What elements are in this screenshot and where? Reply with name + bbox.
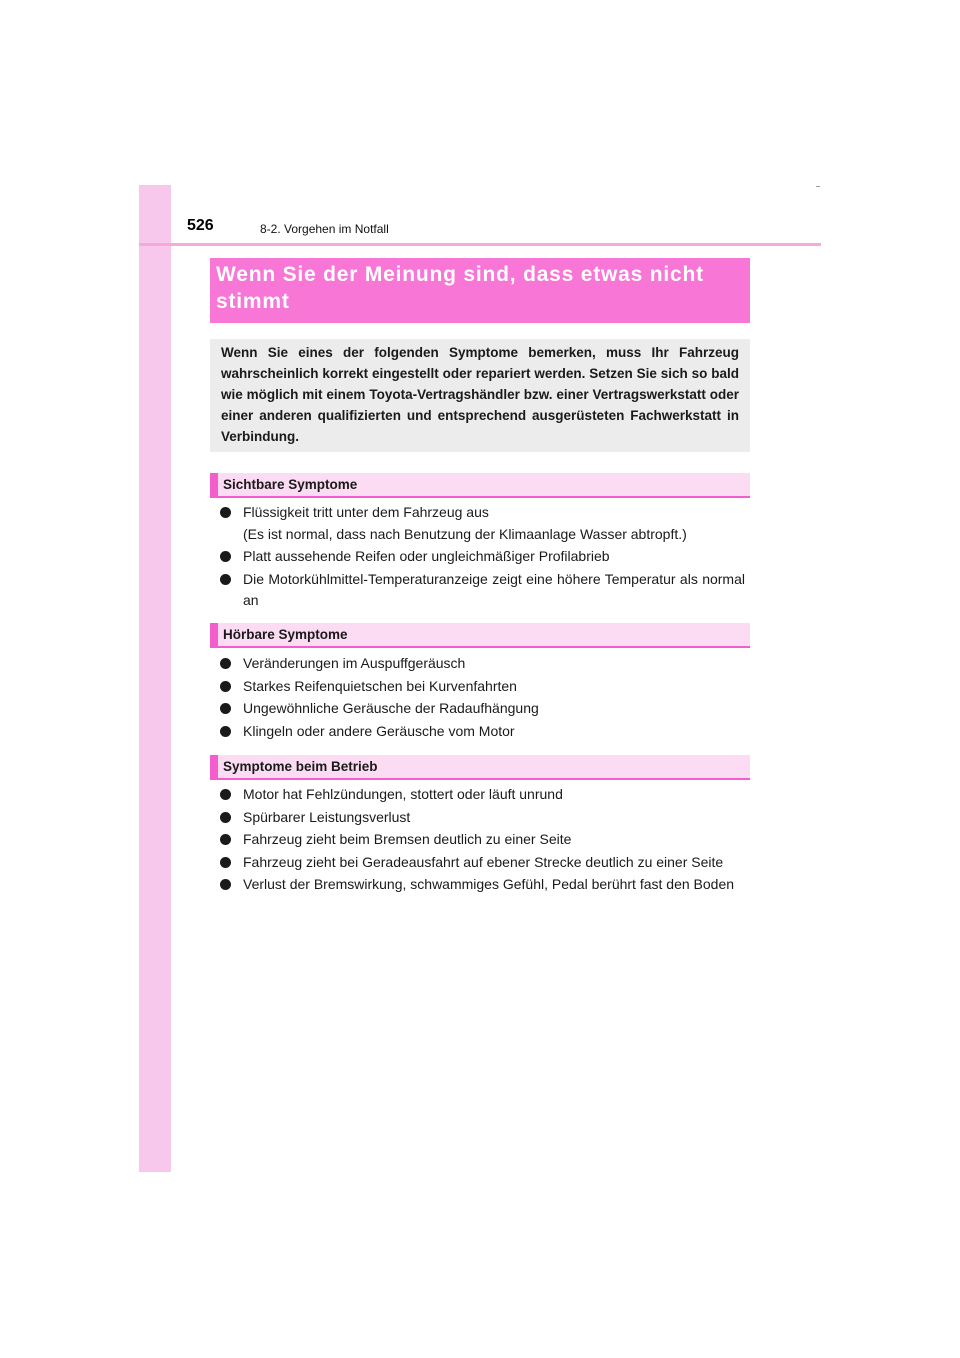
section-label: 8-2. Vorgehen im Notfall	[260, 222, 389, 236]
list-item-text: Motor hat Fehlzündungen, stottert oder läuft unrund	[243, 786, 563, 802]
side-tab-strip	[139, 185, 171, 1172]
bullet-icon	[220, 658, 231, 669]
section-heading-audible-symptoms: Hörbare Symptome	[210, 623, 750, 648]
list-item-text: Verlust der Bremswirkung, schwammiges Gefühl, Pedal berührt fast den Boden	[243, 876, 735, 892]
list-item-text: Fahrzeug zieht beim Bremsen deutlich zu einer Seite	[243, 831, 572, 847]
corner-mark	[816, 186, 820, 187]
list-item	[220, 852, 745, 874]
list-item	[220, 569, 745, 612]
bullet-icon	[220, 507, 231, 518]
section-heading-visible-symptoms: Sichtbare Symptome	[210, 473, 750, 498]
bullet-icon	[220, 857, 231, 868]
list-item-text: Platt aussehende Reifen oder ungleichmäßiger Profilabrieb	[243, 548, 610, 564]
list-item-text: Starkes Reifenquietschen bei Kurvenfahrten	[243, 677, 517, 694]
bullet-icon	[220, 789, 231, 800]
bullet-icon	[220, 726, 231, 737]
list-item	[220, 502, 745, 545]
list-item-text: Fahrzeug zieht bei Geradeausfahrt auf ebener Strecke deutlich zu einer Seite	[243, 853, 724, 870]
list-item-text: Veränderungen im Auspuffgeräusch	[243, 655, 466, 671]
visible-symptoms-list	[220, 502, 745, 613]
list-item-text: Spürbarer Leistungsverlust	[243, 808, 411, 825]
bullet-icon	[220, 574, 231, 585]
audible-symptoms-list	[220, 653, 745, 743]
section-heading-operating-symptoms: Symptome beim Betrieb	[210, 755, 750, 780]
operating-symptoms-list	[220, 784, 745, 897]
list-item	[220, 807, 745, 829]
bullet-icon	[220, 703, 231, 714]
bullet-icon	[220, 879, 231, 890]
list-item-text: Ungewöhnliche Geräusche der Radaufhängung	[243, 700, 539, 716]
list-item	[220, 653, 745, 675]
bullet-icon	[220, 551, 231, 562]
list-item	[220, 721, 745, 743]
list-item	[220, 874, 745, 896]
intro-text: Wenn Sie eines der folgenden Symptome bemerken, muss Ihr Fahrzeug wahrscheinlich korrekt eingestellt oder repariert werden. Setzen Sie sich so bald wie möglich mit einem Toyota-Vertragshändler bzw. einer Vertragswerkstatt oder einer anderen qualifizierten und entsprechend ausgerüsteten Fachwerkstatt in Verbindung.	[210, 339, 750, 452]
list-item	[220, 784, 745, 806]
list-item-text: Die Motorkühlmittel-Temperaturanzeige zeigt eine höhere Temperatur als normal an	[243, 570, 745, 608]
list-item	[220, 829, 745, 851]
bullet-icon	[220, 681, 231, 692]
list-item-note: (Es ist normal, dass nach Benutzung der Klimaanlage Wasser abtropft.)	[243, 525, 687, 542]
list-item	[220, 676, 745, 698]
page-title: Wenn Sie der Meinung sind, dass etwas nicht stimmt	[210, 258, 750, 323]
bullet-icon	[220, 834, 231, 845]
bullet-icon	[220, 812, 231, 823]
list-item	[220, 546, 745, 568]
list-item-text: Klingeln oder andere Geräusche vom Motor	[243, 722, 515, 739]
list-item-text: Flüssigkeit tritt unter dem Fahrzeug aus	[243, 504, 489, 520]
header-divider	[139, 243, 821, 246]
list-item	[220, 698, 745, 720]
page-number: 526	[187, 217, 214, 234]
